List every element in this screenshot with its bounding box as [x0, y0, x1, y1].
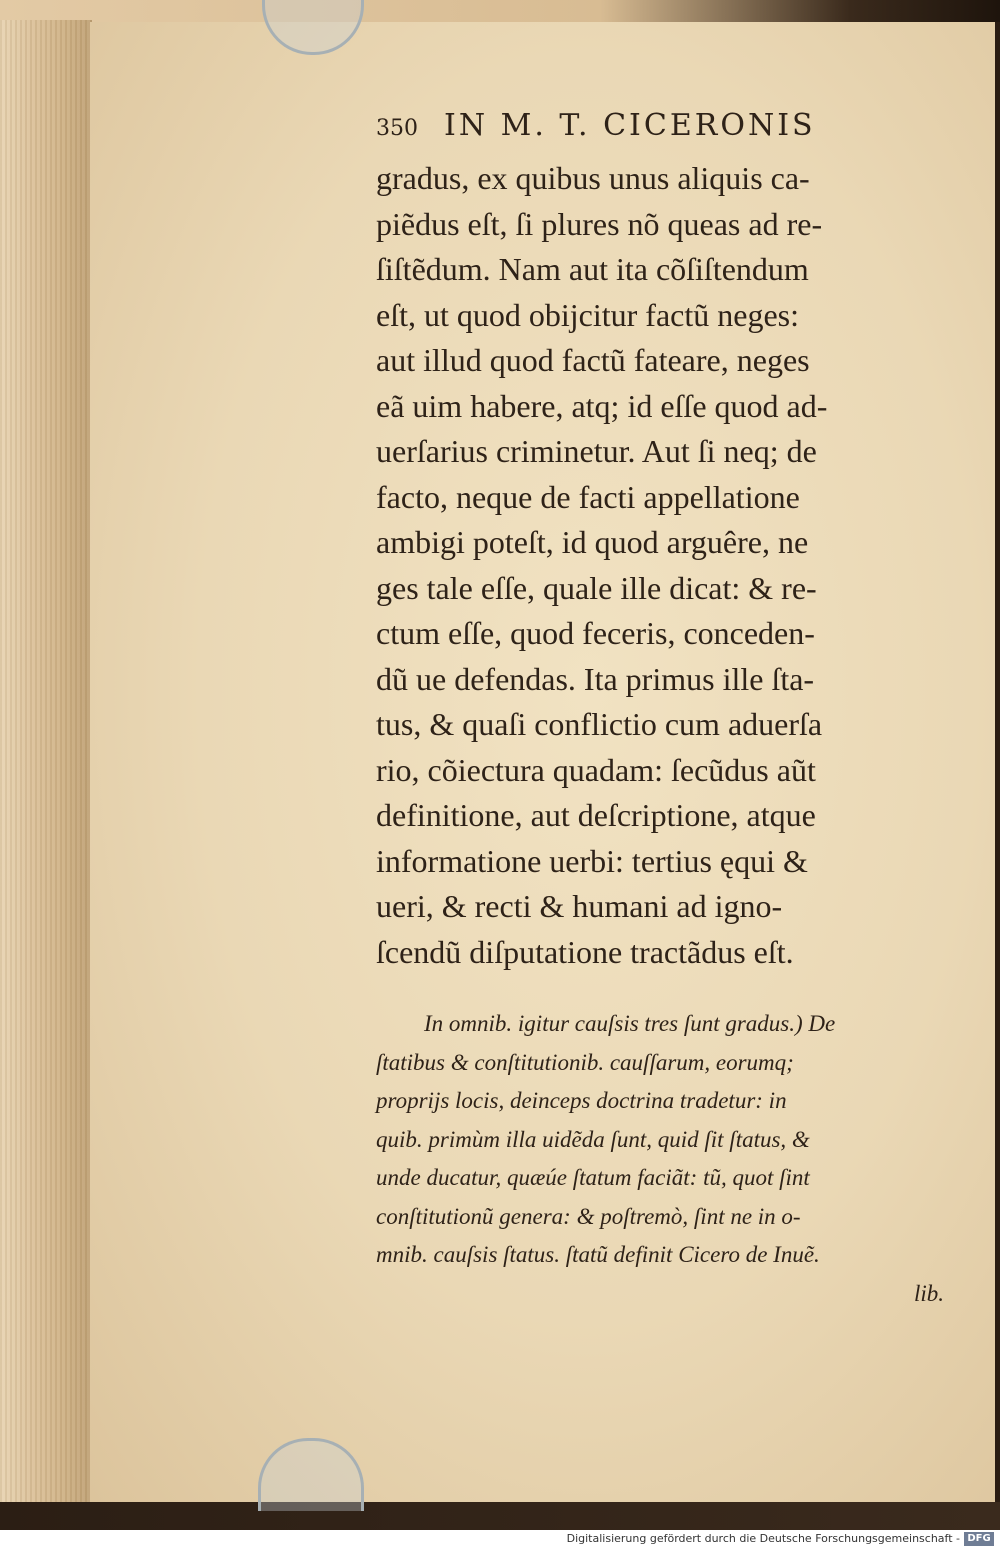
book-block-edge: [0, 20, 92, 1515]
main-text-line: ueri, & recti & humani ad igno-: [376, 888, 783, 924]
main-text-line: ambigi poteſt, id quod arguêre, ne: [376, 524, 809, 560]
catchword: lib.: [913, 1280, 944, 1306]
commentary-line: In omnib. igitur cauſsis tres ſunt gradus.) De: [424, 1011, 836, 1036]
main-text-line: informatione uerbi: tertius ęqui &: [376, 842, 808, 879]
main-text-line: uerſarius criminetur. Aut ſi neq; de: [376, 433, 817, 469]
commentary-line: conſtitutionũ genera: & poſtremò, ſint ne in o-: [376, 1203, 801, 1229]
main-text-line: ges tale eſſe, quale ille dicat: & re-: [376, 569, 817, 606]
main-text: [376, 156, 966, 975]
page-text-block: [376, 108, 966, 1313]
funding-credit: Digitalisierung gefördert durch die Deutsche Forschungsgemeinschaft -: [566, 1532, 960, 1545]
main-text-line: eã uim habere, atq; id eſſe quod ad-: [376, 387, 828, 424]
main-text-line: ſcendũ diſputatione tractãdus eſt.: [376, 933, 794, 970]
commentary-line: ſtatibus & conſtitutionib. cauſſarum, eorumq;: [376, 1049, 794, 1075]
main-text-line: tus, & quaſi conflictio cum aduerſa: [376, 706, 823, 742]
main-text-line: piẽdus eſt, ſi plures nõ queas ad re-: [376, 205, 823, 242]
dfg-logo: DFG: [964, 1532, 994, 1546]
commentary-line: mnib. cauſsis ſtatus. ſtatũ definit Cicero de Inuẽ.: [376, 1242, 820, 1267]
main-text-line: eſt, ut quod obijcitur factũ neges:: [376, 296, 799, 333]
commentary-line: unde ducatur, quæúe ſtatum faciãt: tũ, quot ſint: [376, 1165, 810, 1190]
main-text-line: aut illud quod factũ fateare, neges: [376, 342, 810, 378]
running-head: [376, 108, 966, 156]
top-edge: [0, 0, 1000, 22]
main-text-line: rio, cõiectura quadam: ſecũdus aũt: [376, 751, 816, 788]
footer-bar: [0, 1530, 1000, 1549]
main-text-line: ſiſtẽdum. Nam aut ita cõſiſtendum: [376, 251, 809, 287]
commentary-line: proprijs locis, deinceps doctrina tradetur: in: [376, 1088, 787, 1113]
main-text-line: definitione, aut deſcriptione, atque: [376, 797, 816, 833]
commentary-line: quib. primùm illa uidẽda ſunt, quid ſit ſtatus, &: [376, 1126, 810, 1152]
main-text-line: gradus, ex quibus unus aliquis ca-: [376, 160, 810, 196]
main-text-line: facto, neque de facti appellatione: [376, 478, 800, 515]
folio-number: 350: [376, 116, 418, 141]
main-text-line: ctum eſſe, quod feceris, conceden-: [376, 615, 815, 651]
running-head-title: IN M. T. CICERONIS: [444, 108, 816, 143]
commentary: [376, 1005, 966, 1313]
main-text-line: dũ ue defendas. Ita primus ille ſta-: [376, 660, 815, 697]
bottom-edge: [0, 1502, 1000, 1530]
